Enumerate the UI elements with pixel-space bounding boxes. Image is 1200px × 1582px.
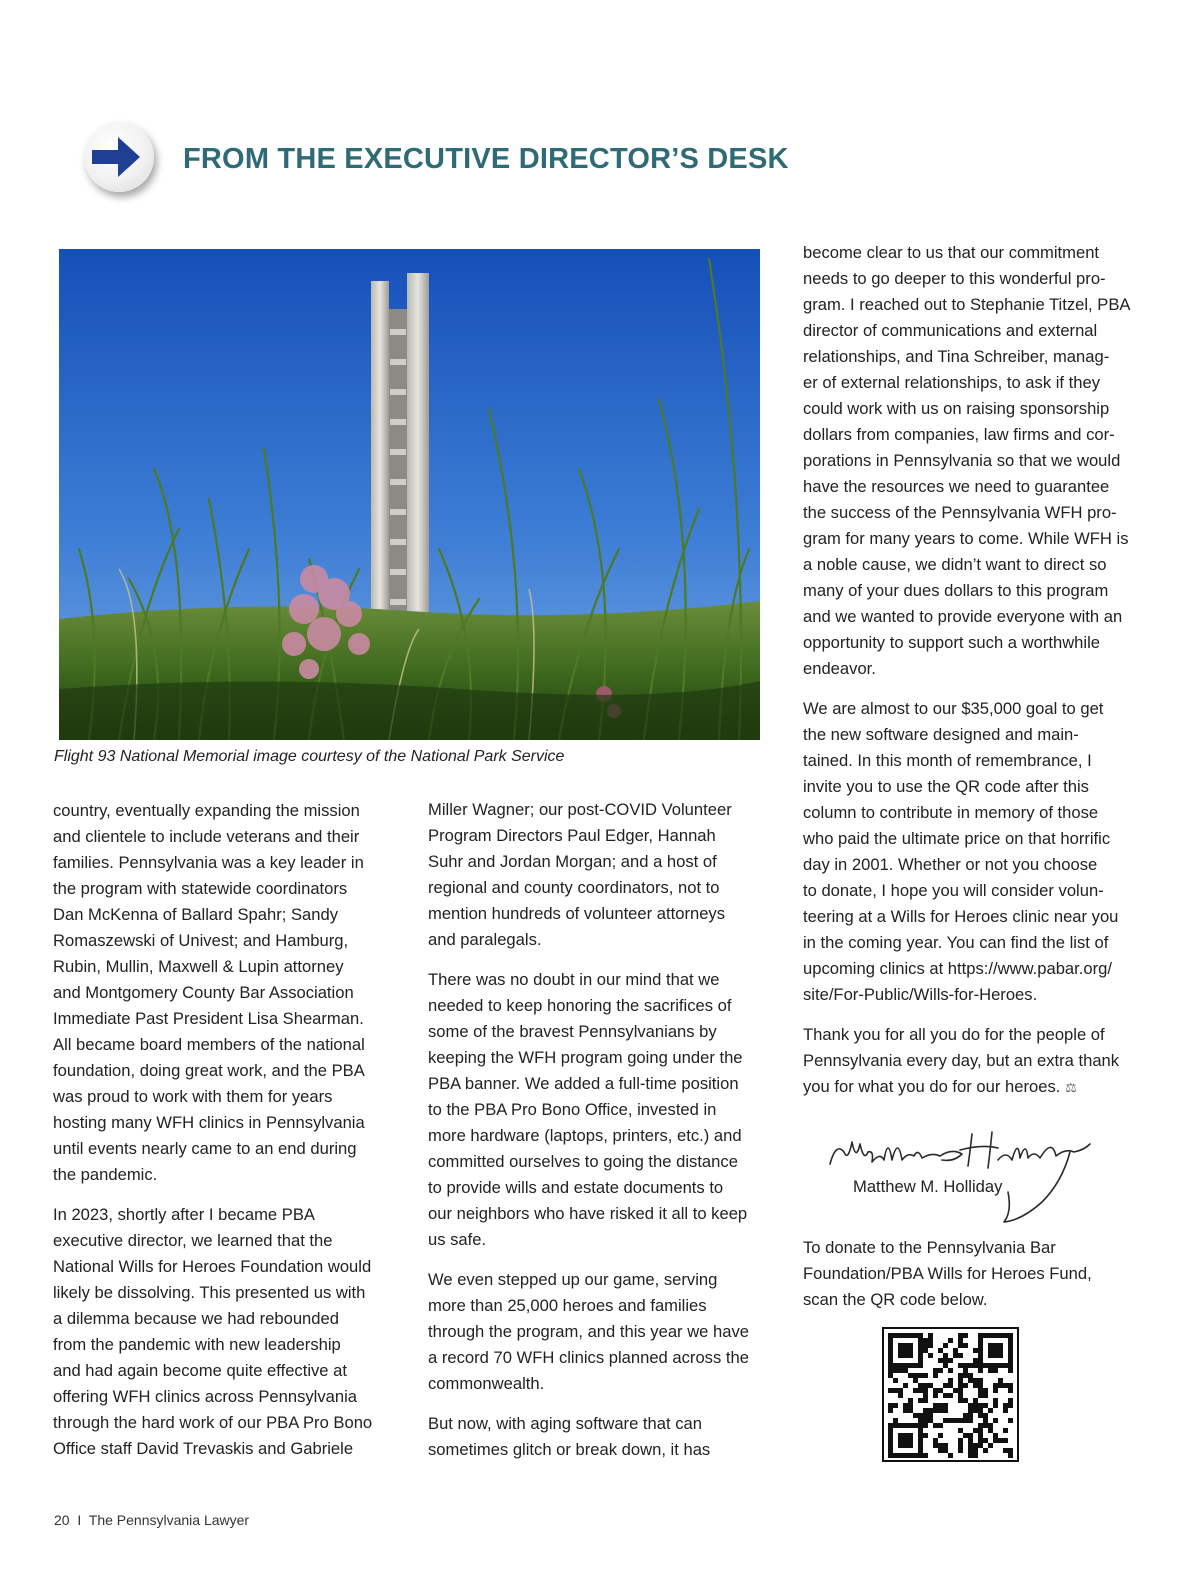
paragraph: In 2023, shortly after I became PBA executive director, we learned that the National Wills for Heroes Foundation would likely be dissolving. This presented us with a dilemma because we had rebounded from the pandemic with new leadership and had again become quite effective at offering WFH clinics across Pennsylvania through the hard work of our PBA Pro Bono Office staff David Trevaskis and Gabriele bbox=[53, 1205, 373, 1458]
text-column-2 bbox=[428, 797, 768, 1477]
tower-of-voices bbox=[371, 273, 429, 639]
publication-name: The Pennsylvania Lawyer bbox=[88, 1512, 250, 1528]
text-column-3 bbox=[803, 240, 1148, 1115]
page-footer bbox=[54, 1512, 249, 1528]
photo-caption: Flight 93 National Memorial image courtesy of the National Park Service bbox=[54, 748, 565, 765]
scales-of-justice-icon: ⚖ bbox=[1064, 1080, 1077, 1095]
qr-code-icon[interactable] bbox=[882, 1327, 1019, 1462]
arrow-right-icon bbox=[84, 122, 154, 192]
page-title: FROM THE EXECUTIVE DIRECTOR’S DESK bbox=[183, 143, 789, 175]
paragraph: country, eventually expanding the mission and clientele to include veterans and their families. Pennsylvania was a key leader in the program with statewide coordinators Dan McKenna of Ballard Spahr; Sandy Romaszewski of Univest; and Hamburg, Rubin, Mullin, Maxwell & Lupin attorney and Montgomery County Bar Association Immediate Past President Lisa Shearman. All became board members of the national foundation, doing great work, and the PBA was proud to work with them for years hosting many WFH clinics in Pennsylvania until events nearly came to an end during the pandemic. bbox=[53, 801, 365, 1184]
text-column-1 bbox=[53, 798, 398, 1476]
closing-paragraph bbox=[803, 1022, 1148, 1101]
paragraph: become clear to us that our commitment needs to go deeper to this wonderful pro- gram. I reached out to Stephanie Titzel, PBA director of communications and external relationships, and Tina Schreiber, manag- er of external relationships, to ask if they could work with us on raising sponsorship dollars from companies, law firms and cor- porations in Pennsylvania so that we would have the resources we need to guarantee the success of the Pennsylvania WFH pro- gram for many years to come. While WFH is a noble cause, we didn’t want to direct so many of your dues dollars to this program and we wanted to provide everyone with an opportunity to support such a worthwhile endeavor. bbox=[803, 243, 1131, 678]
closing-text: Thank you for all you do for the people of Pennsylvania every day, but an extra thank you for what you do for our heroes. bbox=[803, 1025, 1120, 1096]
paragraph: There was no doubt in our mind that we needed to keep honoring the sacrifices of some of the bravest Pennsylvanians by keeping the WFH program going under the PBA banner. We added a full-time position to the PBA Pro Bono Office, invested in more hardware (laptops, printers, etc.) and committed ourselves to going the distance to provide wills and estate documents to our neighbors who have risked it all to keep us safe. bbox=[428, 970, 748, 1249]
donate-text: To donate to the Pennsylvania Bar Foundation/PBA Wills for Heroes Fund, scan the QR code below. bbox=[803, 1238, 1092, 1309]
signature-name: Matthew M. Holliday bbox=[853, 1177, 1003, 1196]
paragraph: We even stepped up our game, serving more than 25,000 heroes and families through the program, and this year we have a record 70 WFH clinics planned across the commonwealth. bbox=[428, 1270, 750, 1393]
memorial-photo bbox=[59, 249, 760, 740]
paragraph: But now, with aging software that can sometimes glitch or break down, it has bbox=[428, 1414, 711, 1459]
donate-block bbox=[803, 1235, 1148, 1327]
footer-separator: I bbox=[77, 1512, 82, 1528]
page-number: 20 bbox=[54, 1512, 70, 1528]
paragraph: We are almost to our $35,000 goal to get the new software designed and main- tained. In this month of remembrance, I invite you to use the QR code after this column to contribute in memory of those who paid the ultimate price on that horrific day in 2001. Whether or not you choose to donate, I hope you will consider volun- teering at a Wills for Heroes clinic near you in the coming year. You can find the list of upcoming clinics at https://www.pabar.org/ site/For-Public/Wills-for-Heroes. bbox=[803, 699, 1119, 1004]
paragraph: Miller Wagner; our post-COVID Volunteer Program Directors Paul Edger, Hannah Suhr and Jordan Morgan; and a host of regional and county coordinators, not to mention hundreds of volunteer attorneys and paralegals. bbox=[428, 800, 732, 949]
